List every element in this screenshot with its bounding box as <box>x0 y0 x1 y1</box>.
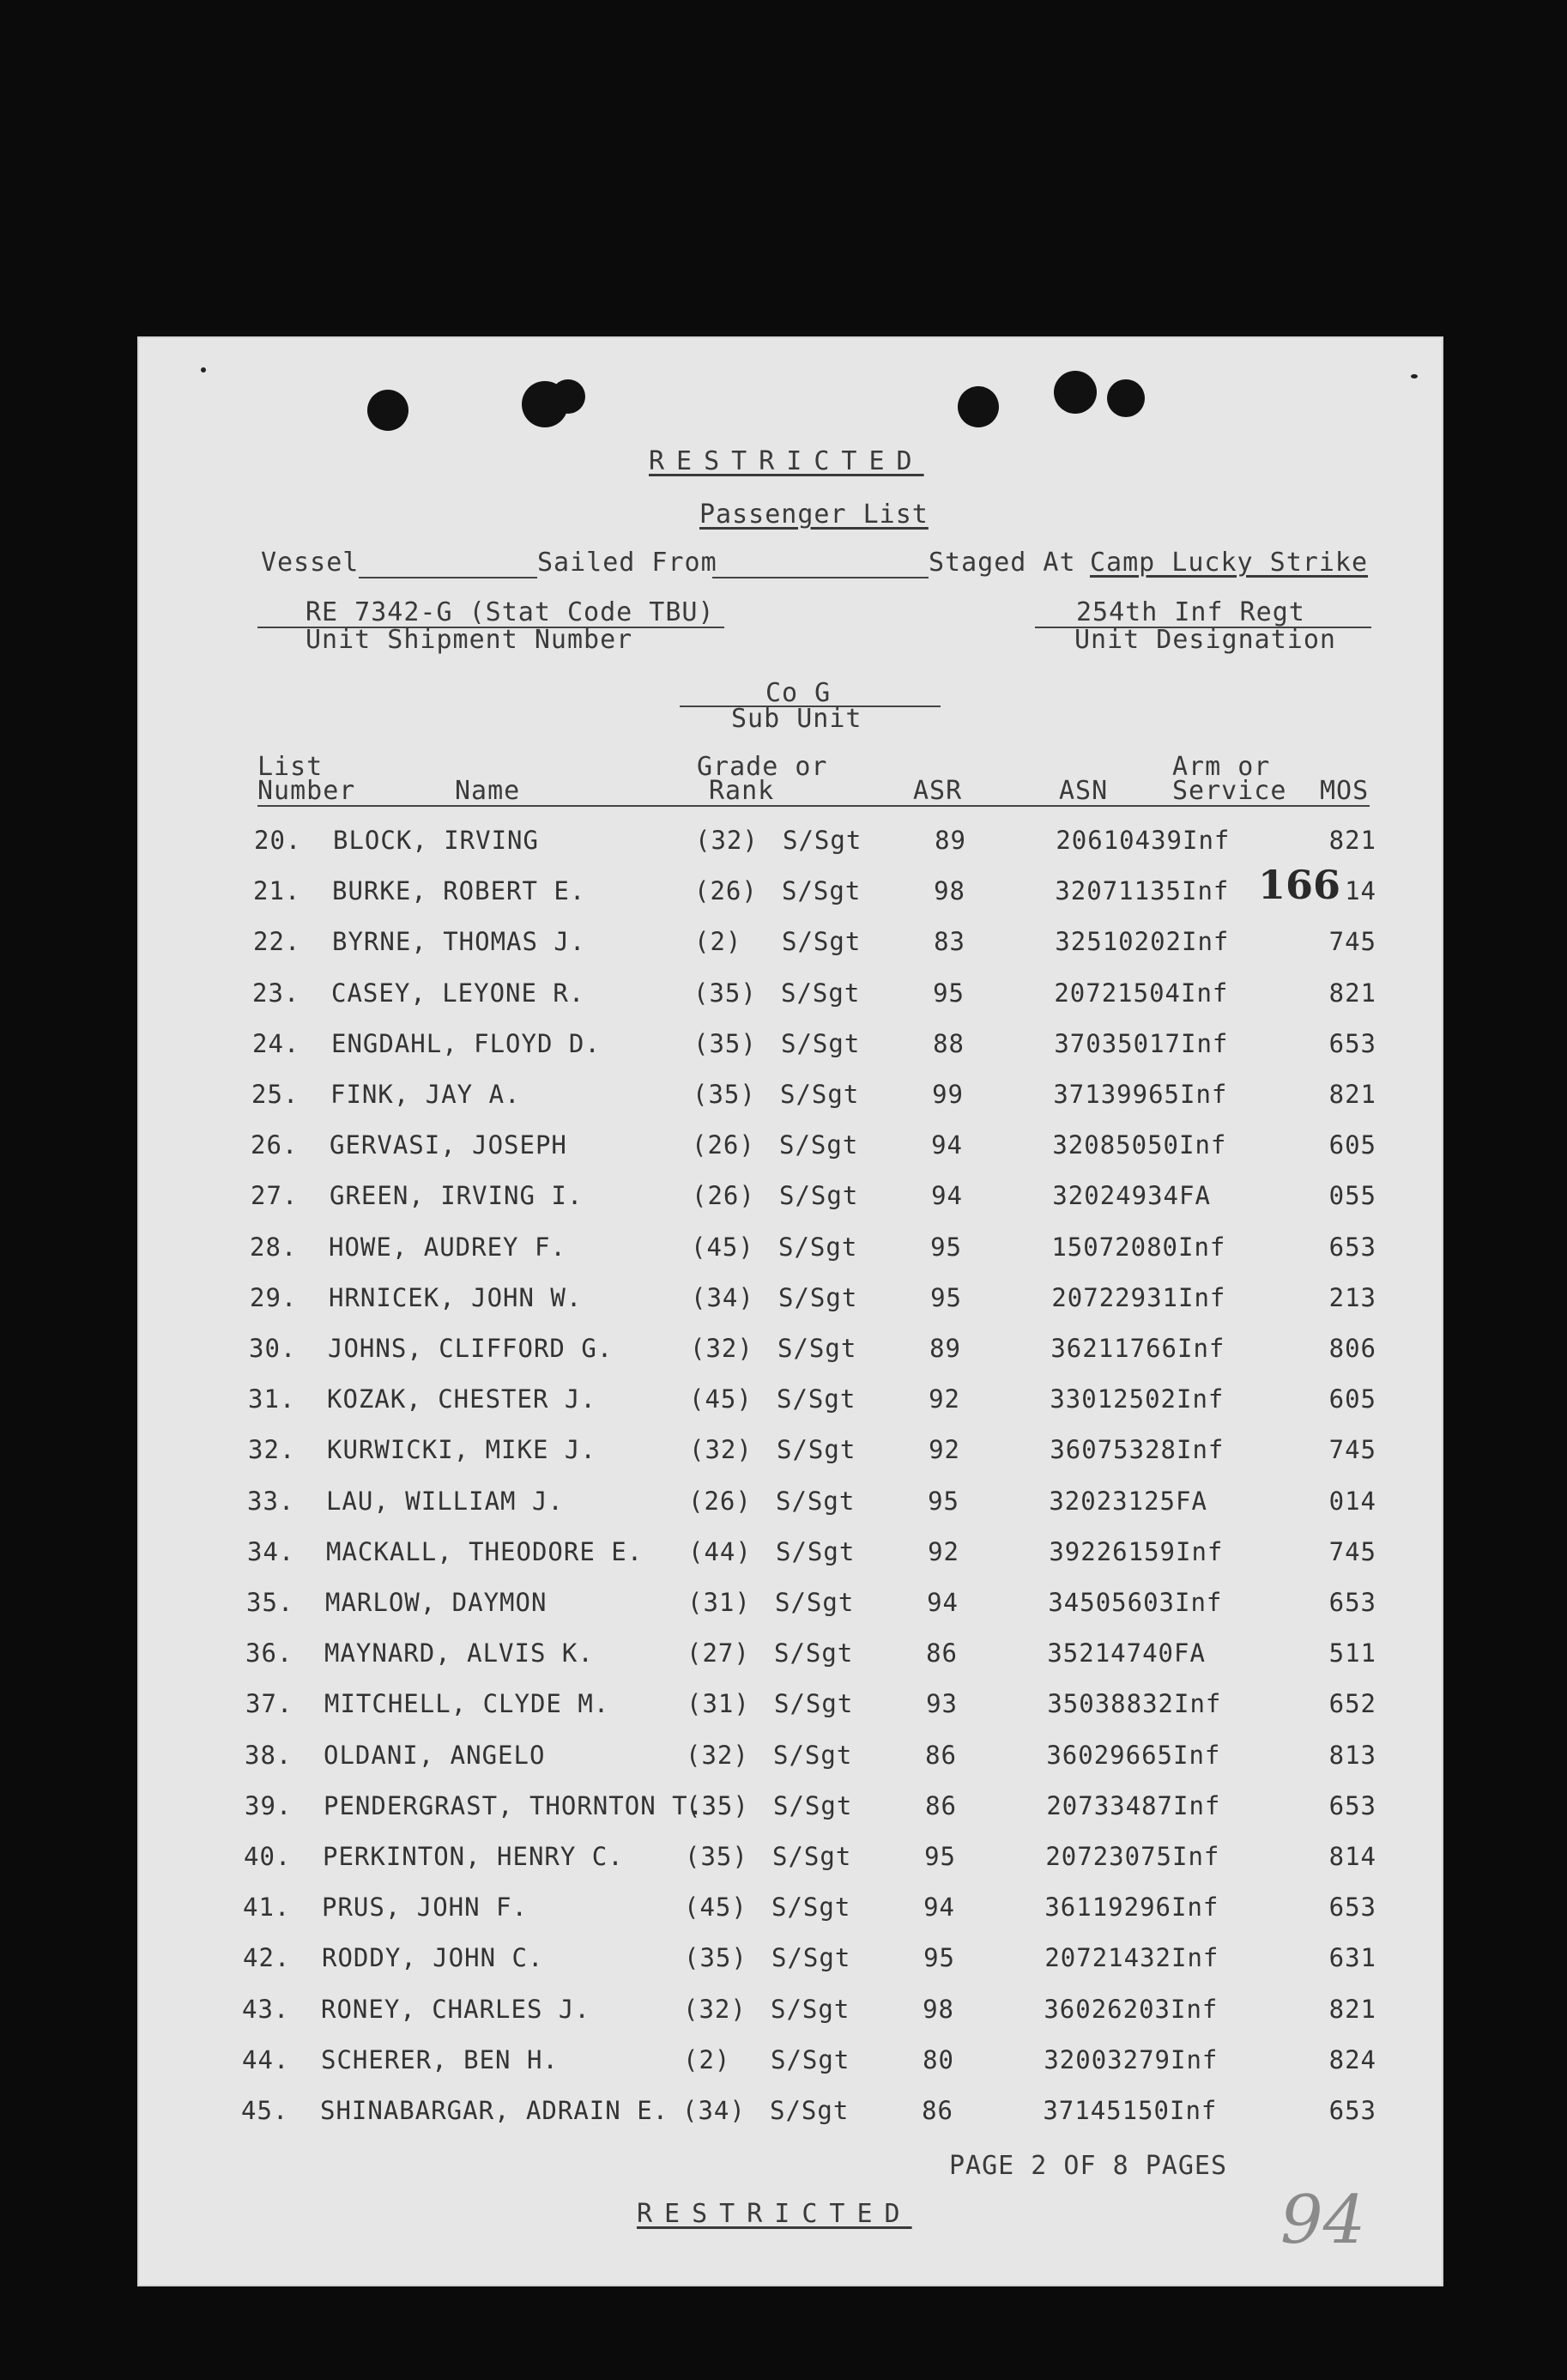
column-header-arm: Arm or <box>1172 752 1271 782</box>
unit-designation: 254th Inf Regt <box>1076 597 1305 627</box>
list-number-cell: 44. <box>242 2044 290 2074</box>
asr-cell: 95 <box>930 1282 962 1312</box>
grade-cell: (34) <box>682 2096 746 2125</box>
mos-cell: 821 <box>1328 1080 1376 1109</box>
grade-cell: (44) <box>688 1536 752 1566</box>
rank-cell: S/Sgt <box>773 1740 853 1770</box>
name-cell: MAYNARD, ALVIS K. <box>324 1638 594 1668</box>
table-row <box>137 1232 1443 1283</box>
list-number-cell: 24. <box>252 1028 300 1058</box>
list-number-cell: 30. <box>249 1334 297 1363</box>
grade-cell: (45) <box>689 1384 753 1414</box>
arm-cell: FA <box>1176 1486 1207 1516</box>
rank-cell: S/Sgt <box>782 876 862 906</box>
table-row <box>137 1741 1443 1791</box>
asn-cell: 20610439 <box>1056 826 1183 855</box>
mos-cell: 824 <box>1328 2044 1376 2074</box>
mos-cell: 821 <box>1328 826 1376 855</box>
column-header-mos: MOS <box>1320 776 1370 806</box>
table-row <box>137 1487 1443 1537</box>
list-number-cell: 37. <box>245 1689 293 1719</box>
asr-cell: 99 <box>932 1080 964 1109</box>
asr-cell: 93 <box>926 1689 958 1719</box>
list-number-cell: 43. <box>242 1994 290 2024</box>
speck <box>201 367 206 372</box>
grade-cell: (45) <box>684 1892 747 1923</box>
punch-hole <box>551 379 585 414</box>
list-number-cell: 42. <box>243 1943 291 1973</box>
page-info: PAGE 2 OF 8 PAGES <box>949 2151 1228 2181</box>
rank-cell: S/Sgt <box>776 1536 856 1566</box>
list-number-cell: 25. <box>251 1080 299 1109</box>
asn-cell: 39226159 <box>1049 1536 1176 1566</box>
list-number-cell: 33. <box>247 1486 295 1516</box>
arm-cell: Inf <box>1182 927 1230 957</box>
arm-cell: Inf <box>1171 1943 1219 1973</box>
table-row <box>137 1283 1443 1334</box>
name-cell: GREEN, IRVING I. <box>330 1181 584 1211</box>
staged-at-value: Camp Lucky Strike <box>1090 548 1369 578</box>
name-cell: FINK, JAY A. <box>330 1080 521 1109</box>
asn-cell: 32071135 <box>1055 876 1182 906</box>
sub-unit-label: Sub Unit <box>731 704 862 734</box>
name-cell: MACKALL, THEODORE E. <box>326 1536 644 1566</box>
unit-shipment-number: RE 7342-G (Stat Code TBU) <box>306 597 715 627</box>
mos-cell: 631 <box>1328 1943 1376 1973</box>
column-header-asn: ASN <box>1059 776 1109 806</box>
asr-cell: 95 <box>930 1232 962 1262</box>
arm-cell: Inf <box>1171 2044 1219 2074</box>
mos-cell: 653 <box>1328 2096 1376 2125</box>
name-cell: HOWE, AUDREY F. <box>329 1232 566 1262</box>
mos-cell: 745 <box>1328 1435 1376 1465</box>
column-header-rule <box>257 805 1370 807</box>
asn-cell: 32024934 <box>1052 1181 1179 1211</box>
table-row <box>137 1537 1443 1588</box>
table-row <box>137 1842 1443 1892</box>
asn-cell: 36029665 <box>1046 1740 1173 1770</box>
list-number-cell: 35. <box>246 1588 294 1617</box>
column-header-list-number: List <box>257 752 324 782</box>
rank-cell: S/Sgt <box>771 1892 851 1923</box>
table-row <box>137 1892 1443 1943</box>
table-row <box>137 1130 1443 1181</box>
asn-cell: 36211766 <box>1050 1334 1177 1363</box>
grade-cell: (35) <box>693 1080 756 1109</box>
list-number-cell: 28. <box>250 1232 298 1262</box>
grade-cell: (32) <box>686 1740 749 1770</box>
list-number-cell: 26. <box>251 1130 299 1160</box>
asn-cell: 20722931 <box>1051 1282 1178 1312</box>
arm-cell: Inf <box>1183 826 1231 855</box>
grade-cell: (2) <box>683 2044 731 2074</box>
mos-cell: 014 <box>1328 1486 1376 1516</box>
grade-cell: (35) <box>693 1028 757 1058</box>
arm-cell: Inf <box>1173 1740 1221 1770</box>
asn-cell: 35038832 <box>1047 1689 1174 1719</box>
asn-cell: 37035017 <box>1054 1028 1181 1058</box>
name-cell: RODDY, JOHN C. <box>322 1943 544 1973</box>
rank-cell: S/Sgt <box>773 1790 853 1820</box>
list-number-cell: 41. <box>243 1892 291 1923</box>
table-row <box>137 1435 1443 1486</box>
column-header-grade: Rank <box>709 776 775 806</box>
rank-cell: S/Sgt <box>777 1435 856 1465</box>
mos-cell: 653 <box>1328 1790 1376 1820</box>
arm-cell: Inf <box>1176 1536 1224 1566</box>
name-cell: BURKE, ROBERT E. <box>332 876 586 906</box>
arm-cell: Inf <box>1173 1790 1221 1820</box>
name-cell: RONEY, CHARLES J. <box>321 1994 590 2024</box>
unit-shipment-number-label: Unit Shipment Number <box>306 625 633 655</box>
asn-cell: 15072080 <box>1051 1232 1178 1262</box>
table-row <box>137 826 1443 876</box>
punch-hole <box>958 386 999 427</box>
table-row <box>137 1080 1443 1130</box>
rank-cell: S/Sgt <box>771 2044 850 2074</box>
list-number-cell: 22. <box>253 927 301 957</box>
table-row <box>137 876 1443 927</box>
rank-cell: S/Sgt <box>776 1486 856 1516</box>
restricted-heading-top: RESTRICTED <box>649 446 924 476</box>
arm-cell: Inf <box>1175 1588 1223 1617</box>
asr-cell: 86 <box>925 1790 957 1820</box>
arm-cell: Inf <box>1182 876 1230 906</box>
arm-cell: Inf <box>1171 1994 1219 2024</box>
sailed-from-label: Sailed From <box>537 548 717 578</box>
asn-cell: 36026203 <box>1044 1994 1171 2024</box>
arm-cell: Inf <box>1172 1842 1220 1871</box>
speck <box>1411 374 1418 378</box>
table-row <box>137 1588 1443 1638</box>
asr-cell: 95 <box>924 1842 956 1871</box>
name-cell: LAU, WILLIAM J. <box>326 1486 564 1516</box>
asn-cell: 37139965 <box>1053 1080 1180 1109</box>
grade-cell: (26) <box>692 1130 755 1160</box>
mos-cell: 821 <box>1328 978 1376 1008</box>
asr-cell: 86 <box>925 1740 957 1770</box>
asn-cell: 20723075 <box>1045 1842 1172 1871</box>
column-header-arm: Service <box>1172 776 1287 806</box>
asn-cell: 34505603 <box>1048 1588 1175 1617</box>
grade-cell: (26) <box>688 1486 752 1516</box>
grade-cell: (32) <box>683 1994 747 2024</box>
asr-cell: 92 <box>929 1384 960 1414</box>
name-cell: GERVASI, JOSEPH <box>330 1130 567 1160</box>
asr-cell: 83 <box>934 927 965 957</box>
table-row <box>137 1995 1443 2045</box>
rank-cell: S/Sgt <box>774 1638 854 1668</box>
list-number-cell: 29. <box>250 1282 298 1312</box>
rank-cell: S/Sgt <box>772 1842 852 1871</box>
name-cell: KURWICKI, MIKE J. <box>327 1435 596 1465</box>
arm-cell: Inf <box>1181 1028 1229 1058</box>
grade-cell: (26) <box>694 876 758 906</box>
rank-cell: S/Sgt <box>779 1181 859 1211</box>
mos-cell: 605 <box>1328 1130 1376 1160</box>
asn-cell: 35214740 <box>1047 1638 1174 1668</box>
list-number-cell: 27. <box>251 1181 299 1211</box>
table-row <box>137 2045 1443 2096</box>
asr-cell: 94 <box>931 1130 963 1160</box>
mos-cell: 511 <box>1328 1638 1376 1668</box>
table-row <box>137 1029 1443 1080</box>
name-cell: ENGDAHL, FLOYD D. <box>331 1028 601 1058</box>
list-number-cell: 38. <box>245 1740 293 1770</box>
mos-cell: 653 <box>1328 1588 1376 1617</box>
rank-cell: S/Sgt <box>770 2096 850 2125</box>
mos-cell: 821 <box>1328 1994 1376 2024</box>
asr-cell: 88 <box>933 1028 965 1058</box>
table-row <box>137 1638 1443 1689</box>
rank-cell: S/Sgt <box>781 1028 861 1058</box>
mos-cell: 806 <box>1328 1334 1376 1363</box>
name-cell: SCHERER, BEN H. <box>321 2044 559 2074</box>
rank-cell: S/Sgt <box>775 1588 855 1617</box>
asr-cell: 94 <box>927 1588 959 1617</box>
arm-cell: Inf <box>1174 1689 1222 1719</box>
mos-cell: 653 <box>1328 1028 1376 1058</box>
mos-cell: 652 <box>1328 1689 1376 1719</box>
name-cell: PRUS, JOHN F. <box>322 1892 528 1923</box>
asn-cell: 33012502 <box>1050 1384 1177 1414</box>
rank-cell: S/Sgt <box>778 1282 858 1312</box>
rank-cell: S/Sgt <box>779 1130 859 1160</box>
table-row <box>137 2096 1443 2147</box>
vessel-label: Vessel <box>261 548 360 578</box>
name-cell: HRNICEK, JOHN W. <box>329 1282 583 1312</box>
rank-cell: S/Sgt <box>771 1994 850 2024</box>
list-number-cell: 36. <box>245 1638 293 1668</box>
asr-cell: 92 <box>928 1536 959 1566</box>
asn-cell: 20721432 <box>1044 1943 1171 1973</box>
asn-cell: 36075328 <box>1050 1435 1177 1465</box>
grade-cell: (45) <box>691 1232 754 1262</box>
grade-cell: (2) <box>694 927 742 957</box>
asn-cell: 20721504 <box>1054 978 1181 1008</box>
mos-cell: 055 <box>1328 1181 1376 1211</box>
grade-cell: (35) <box>686 1790 749 1820</box>
document-page <box>137 336 1443 2286</box>
name-cell: PERKINTON, HENRY C. <box>323 1842 624 1871</box>
asn-cell: 32023125 <box>1049 1486 1176 1516</box>
arm-cell: Inf <box>1178 1282 1226 1312</box>
grade-cell: (35) <box>693 978 757 1008</box>
asr-cell: 95 <box>928 1486 959 1516</box>
table-row <box>137 927 1443 978</box>
table-row <box>137 1384 1443 1435</box>
asn-cell: 32085050 <box>1052 1130 1179 1160</box>
table-row <box>137 1943 1443 1994</box>
name-cell: KOZAK, CHESTER J. <box>327 1384 596 1414</box>
rank-cell: S/Sgt <box>783 826 862 855</box>
asr-cell: 92 <box>929 1435 960 1465</box>
name-cell: MARLOW, DAYMON <box>325 1588 548 1617</box>
rank-cell: S/Sgt <box>782 927 862 957</box>
grade-cell: (32) <box>695 826 759 855</box>
arm-cell: Inf <box>1179 1130 1227 1160</box>
asr-cell: 94 <box>931 1181 963 1211</box>
rank-cell: S/Sgt <box>774 1689 854 1719</box>
mos-cell: 745 <box>1328 927 1376 957</box>
mos-cell: 745 <box>1328 1536 1376 1566</box>
grade-cell: (31) <box>687 1689 750 1719</box>
mos-cell: 605 <box>1328 1384 1376 1414</box>
table-row <box>137 1181 1443 1232</box>
asn-cell: 20733487 <box>1046 1790 1173 1820</box>
name-cell: CASEY, LEYONE R. <box>331 978 585 1008</box>
grade-cell: (34) <box>691 1282 754 1312</box>
arm-cell: Inf <box>1171 1892 1219 1923</box>
arm-cell: Inf <box>1180 1080 1228 1109</box>
arm-cell: Inf <box>1170 2096 1218 2125</box>
list-number-cell: 39. <box>245 1790 293 1820</box>
grade-cell: (35) <box>684 1943 747 1973</box>
rank-cell: S/Sgt <box>777 1384 856 1414</box>
arm-cell: Inf <box>1177 1384 1225 1414</box>
list-number-cell: 31. <box>248 1384 296 1414</box>
grade-cell: (31) <box>687 1588 751 1617</box>
rank-cell: S/Sgt <box>781 978 861 1008</box>
table-row <box>137 1689 1443 1740</box>
table-row <box>137 1334 1443 1384</box>
grade-cell: (32) <box>690 1334 753 1363</box>
arm-cell: Inf <box>1178 1232 1226 1262</box>
arm-cell: Inf <box>1177 1334 1225 1363</box>
rank-cell: S/Sgt <box>777 1334 857 1363</box>
punch-hole <box>367 390 408 431</box>
column-header-name: Name <box>455 776 521 806</box>
name-cell: MITCHELL, CLYDE M. <box>324 1689 610 1719</box>
grade-cell: (32) <box>689 1435 753 1465</box>
asn-cell: 37145150 <box>1043 2096 1170 2125</box>
asr-cell: 86 <box>922 2096 953 2125</box>
arm-cell: Inf <box>1181 978 1229 1008</box>
mos-cell: 814 <box>1328 1842 1376 1871</box>
name-cell: JOHNS, CLIFFORD G. <box>328 1334 614 1363</box>
rank-cell: S/Sgt <box>771 1943 851 1973</box>
sub-unit: Co G <box>765 678 832 708</box>
asn-cell: 32510202 <box>1055 927 1182 957</box>
asr-cell: 95 <box>933 978 965 1008</box>
asr-cell: 98 <box>923 1994 954 2024</box>
mos-cell: 813 <box>1328 1740 1376 1770</box>
column-header-list-number: Number <box>257 776 356 806</box>
name-cell: OLDANI, ANGELO <box>324 1740 546 1770</box>
list-number-cell: 34. <box>247 1536 295 1566</box>
name-cell: SHINABARGAR, ADRAIN E. <box>320 2096 669 2125</box>
rank-cell: S/Sgt <box>778 1232 858 1262</box>
vessel-blank <box>359 577 537 578</box>
handwritten-number: 94 <box>1280 2182 1366 2259</box>
list-number-cell: 20. <box>254 826 302 855</box>
restricted-heading-bottom: RESTRICTED <box>637 2199 912 2229</box>
name-cell: BYRNE, THOMAS J. <box>332 927 586 957</box>
punch-hole <box>1054 371 1097 414</box>
table-row <box>137 978 1443 1029</box>
unit-designation-label: Unit Designation <box>1074 625 1336 655</box>
grade-cell: (27) <box>687 1638 750 1668</box>
list-number-cell: 40. <box>244 1842 292 1871</box>
grade-cell: (35) <box>685 1842 748 1871</box>
asr-cell: 94 <box>923 1892 955 1923</box>
asr-cell: 86 <box>926 1638 958 1668</box>
staged-at-label: Staged At <box>929 548 1076 578</box>
asr-cell: 89 <box>929 1334 961 1363</box>
name-cell: PENDERGRAST, THORNTON T. <box>324 1790 705 1820</box>
mos-cell: 14 <box>1345 876 1376 906</box>
asr-cell: 95 <box>923 1943 955 1973</box>
asr-cell: 89 <box>935 826 966 855</box>
document-title: Passenger List <box>699 500 929 530</box>
grade-cell: (26) <box>692 1181 755 1211</box>
stamped-number: 166 <box>1258 862 1341 908</box>
list-number-cell: 32. <box>248 1435 296 1465</box>
punch-hole <box>1107 379 1145 417</box>
mos-cell: 653 <box>1328 1892 1376 1923</box>
asr-cell: 80 <box>923 2044 954 2074</box>
list-number-cell: 45. <box>241 2096 289 2125</box>
list-number-cell: 21. <box>253 876 301 906</box>
rank-cell: S/Sgt <box>780 1080 860 1109</box>
asr-cell: 98 <box>934 876 965 906</box>
column-header-grade: Grade or <box>697 752 828 782</box>
mos-cell: 653 <box>1328 1232 1376 1262</box>
arm-cell: Inf <box>1177 1435 1225 1465</box>
name-cell: BLOCK, IRVING <box>333 826 539 855</box>
sailed-from-blank <box>712 577 929 578</box>
asn-cell: 36119296 <box>1044 1892 1171 1923</box>
mos-cell: 213 <box>1328 1282 1376 1312</box>
arm-cell: FA <box>1179 1181 1211 1211</box>
asn-cell: 32003279 <box>1044 2044 1171 2074</box>
arm-cell: FA <box>1174 1638 1206 1668</box>
column-header-asr: ASR <box>913 776 963 806</box>
list-number-cell: 23. <box>252 978 300 1008</box>
table-row <box>137 1791 1443 1842</box>
